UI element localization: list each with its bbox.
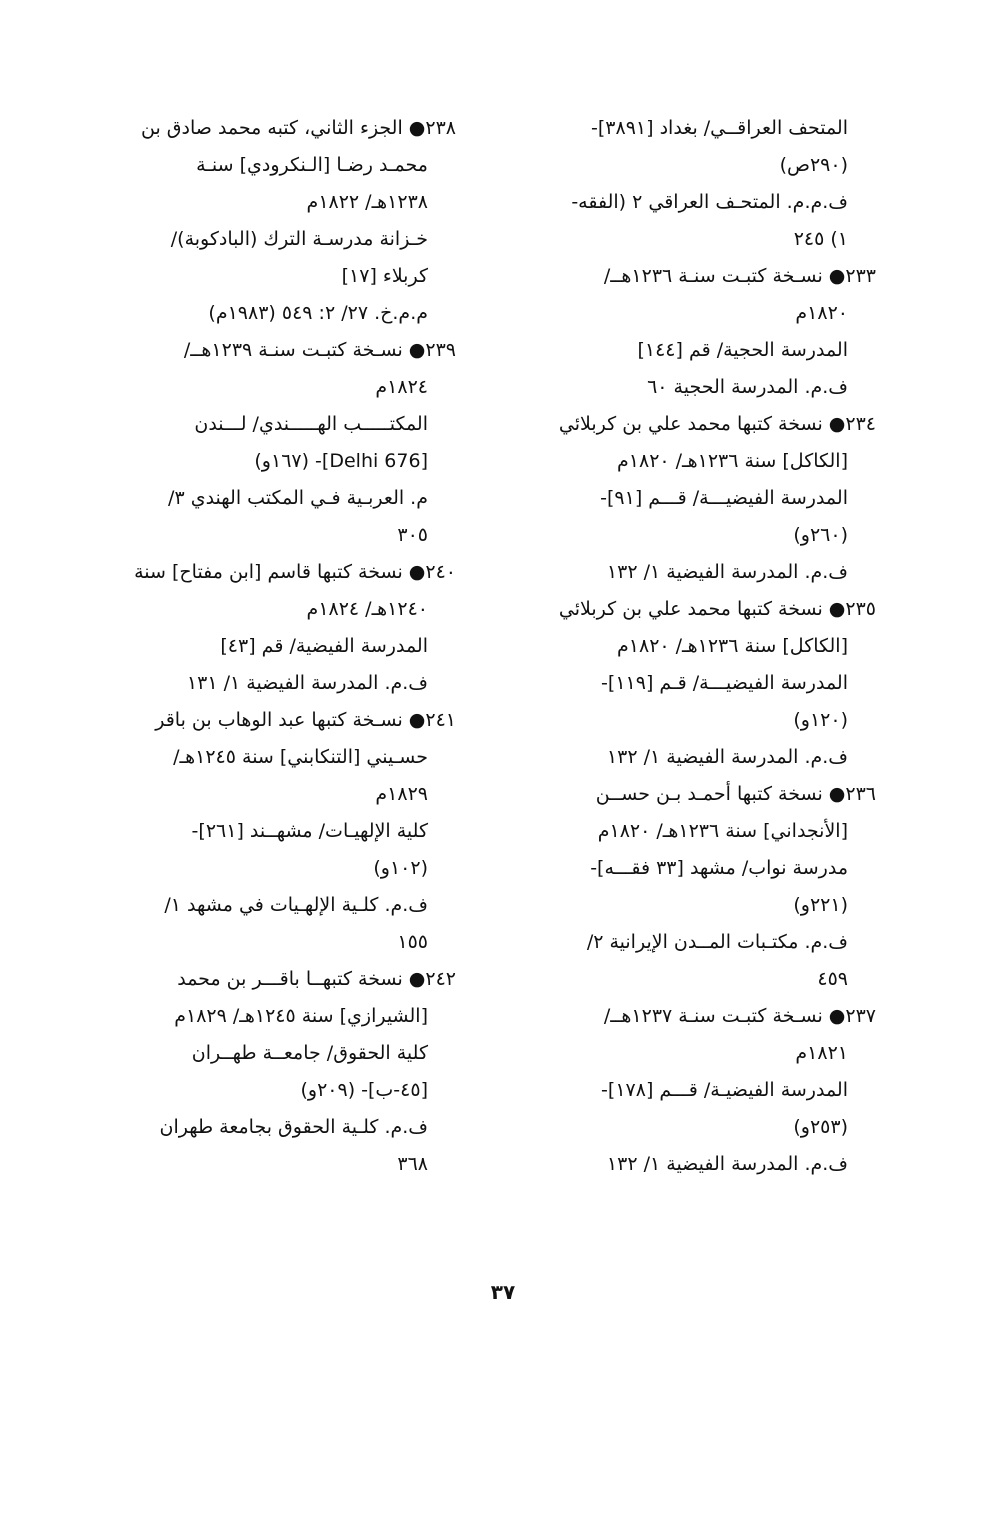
- right-column: [526, 110, 876, 1183]
- entry-detail-line: [الأنجداني] سنة ١٢٣٦هـ/ ١٨٢٠م: [597, 820, 848, 842]
- entry-detail-line: [الكاكل] سنة ١٢٣٦هـ/ ١٨٢٠م: [617, 450, 848, 472]
- entry-detail-line: (١٢٠و): [793, 709, 848, 731]
- entry-heading-line: ٢٤٢● نسخة كتبهــا باقـــر بن محمد: [177, 968, 456, 990]
- entry-detail-line: ف.م. المدرسة الفيضية ١/ ١٣٢: [606, 1153, 848, 1175]
- entry-detail-line: ١٥٥: [397, 931, 428, 953]
- entry-detail-line: ف.م. كلـية الإلهـيات في مشهد ١/: [164, 894, 428, 916]
- entry-detail-line: م. العربـية فـي المكتب الهندي ٣/: [168, 487, 428, 509]
- page-number: ٣٧: [490, 1280, 516, 1304]
- entry-detail-line: (٢٩٠ص): [779, 154, 848, 176]
- entry-heading-line: ٢٣٦● نسخة كتبها أحمـد بـن حســن: [595, 783, 876, 805]
- entry-detail-line: حسـيني [التنكابني] سنة ١٢٤٥هـ/: [173, 746, 428, 768]
- entry-detail-line: [Delhi 676]- (١٦٧و): [254, 450, 428, 472]
- entry-detail-line: ف.م. المدرسة الفيضية ١/ ١٣٢: [606, 561, 848, 583]
- entry-detail-line: كلية الإلهيـات/ مشهــند [٢٦١]-: [191, 820, 428, 842]
- entry-detail-line: كربلاء [١٧]: [341, 265, 428, 287]
- entry-detail-line: ف.م. كلـية الحقوق بجامعة طهران: [159, 1116, 428, 1138]
- entry-detail-line: ٤٥٩: [817, 968, 848, 990]
- entry-detail-line: (٢٦٠و): [793, 524, 848, 546]
- left-column: [106, 110, 456, 1183]
- entry-detail-line: (٢٢١و): [793, 894, 848, 916]
- entry-detail-line: (٢٥٣و): [793, 1116, 848, 1138]
- entry-detail-line: ٣٠٥: [397, 524, 428, 546]
- entry-detail-line: [٤٥-ب]- (٢٠٩و): [300, 1079, 428, 1101]
- entry-detail-line: المتحف العراقــي/ بغداد [٣٨٩١]-: [591, 117, 848, 139]
- entry-detail-line: ف.م. المدرسة الفيضية ١/ ١٣١: [186, 672, 428, 694]
- entry-detail-line: ١٨٢٠م: [795, 302, 848, 324]
- entry-heading-line: ٢٣٩● نسـخة كتبـت سنـة ١٢٣٩هــ/: [183, 339, 456, 361]
- entry-heading-line: ٢٣٧● نسـخة كتبـت سنـة ١٢٣٧هــ/: [603, 1005, 876, 1027]
- entry-detail-line: المدرسة الفيضيـــة/ قـــم [٩١]-: [600, 487, 848, 509]
- entry-detail-line: المدرسة الفيضيـــة/ قـم [١١٩]-: [601, 672, 848, 694]
- entry-detail-line: ١) ٢٤٥: [793, 228, 848, 250]
- entry-detail-line: خـزانة مدرسـة الترك (البادكوبة)/: [170, 228, 428, 250]
- entry-detail-line: ف.م.م. المتحـف العراقي ٢ (الفقه-: [571, 191, 848, 213]
- entry-detail-line: ١٨٢٤م: [375, 376, 428, 398]
- entry-detail-line: ٣٦٨: [397, 1153, 428, 1175]
- entry-detail-line: المدرسة الفيضيـة/ قـــم [١٧٨]-: [601, 1079, 848, 1101]
- entry-heading-line: ٢٣٥● نسخة كتبها محمد علي بن كربلائي: [558, 598, 876, 620]
- entry-heading-line: ٢٣٨● الجزء الثاني، كتبه محمد صادق بن: [140, 117, 456, 139]
- entry-detail-line: مدرسة نواب/ مشهد [٣٣ فقـــه]-: [590, 857, 848, 879]
- entry-heading-line: ٢٣٣● نسـخة كتبـت سنـة ١٢٣٦هــ/: [603, 265, 876, 287]
- entry-detail-line: محمـد رضـا [الـنكرودي] سنـة: [196, 154, 428, 176]
- entry-detail-line: ١٢٣٨هـ/ ١٨٢٢م: [306, 191, 428, 213]
- entry-detail-line: ١٨٢١م: [795, 1042, 848, 1064]
- entry-detail-line: ف.م. المدرسة الفيضية ١/ ١٣٢: [606, 746, 848, 768]
- entry-detail-line: المدرسة الحجية/ قم [١٤٤]: [637, 339, 848, 361]
- entry-detail-line: ف.م. مكتـبات المــدن الإيرانية ٢/: [586, 931, 848, 953]
- entry-detail-line: [الكاكل] سنة ١٢٣٦هـ/ ١٨٢٠م: [617, 635, 848, 657]
- entry-detail-line: ف.م. المدرسة الحجية ٦٠: [647, 376, 848, 398]
- entry-detail-line: كلية الحقوق/ جامعــة طهــران: [191, 1042, 428, 1064]
- entry-detail-line: المكتـــــب الهـــــندي/ لـــندن: [194, 413, 428, 435]
- entry-heading-line: ٢٤٠● نسخة كتبها قاسم [ابن مفتاح] سنة: [134, 561, 456, 583]
- entry-detail-line: ١٨٢٩م: [375, 783, 428, 805]
- entry-heading-line: ٢٤١● نسـخة كتبها عبد الوهاب بن باقر: [155, 709, 456, 731]
- entry-detail-line: (١٠٢و): [373, 857, 428, 879]
- entry-detail-line: ١٢٤٠هـ/ ١٨٢٤م: [306, 598, 428, 620]
- entry-detail-line: المدرسة الفيضية/ قم [٤٣]: [220, 635, 428, 657]
- entry-detail-line: [الشيرازي] سنة ١٢٤٥هـ/ ١٨٢٩م: [174, 1005, 428, 1027]
- entry-detail-line: م.م.خ. ٢٧/ ٢: ٥٤٩ (١٩٨٣م): [208, 302, 428, 324]
- entry-heading-line: ٢٣٤● نسخة كتبها محمد علي بن كربلائي: [558, 413, 876, 435]
